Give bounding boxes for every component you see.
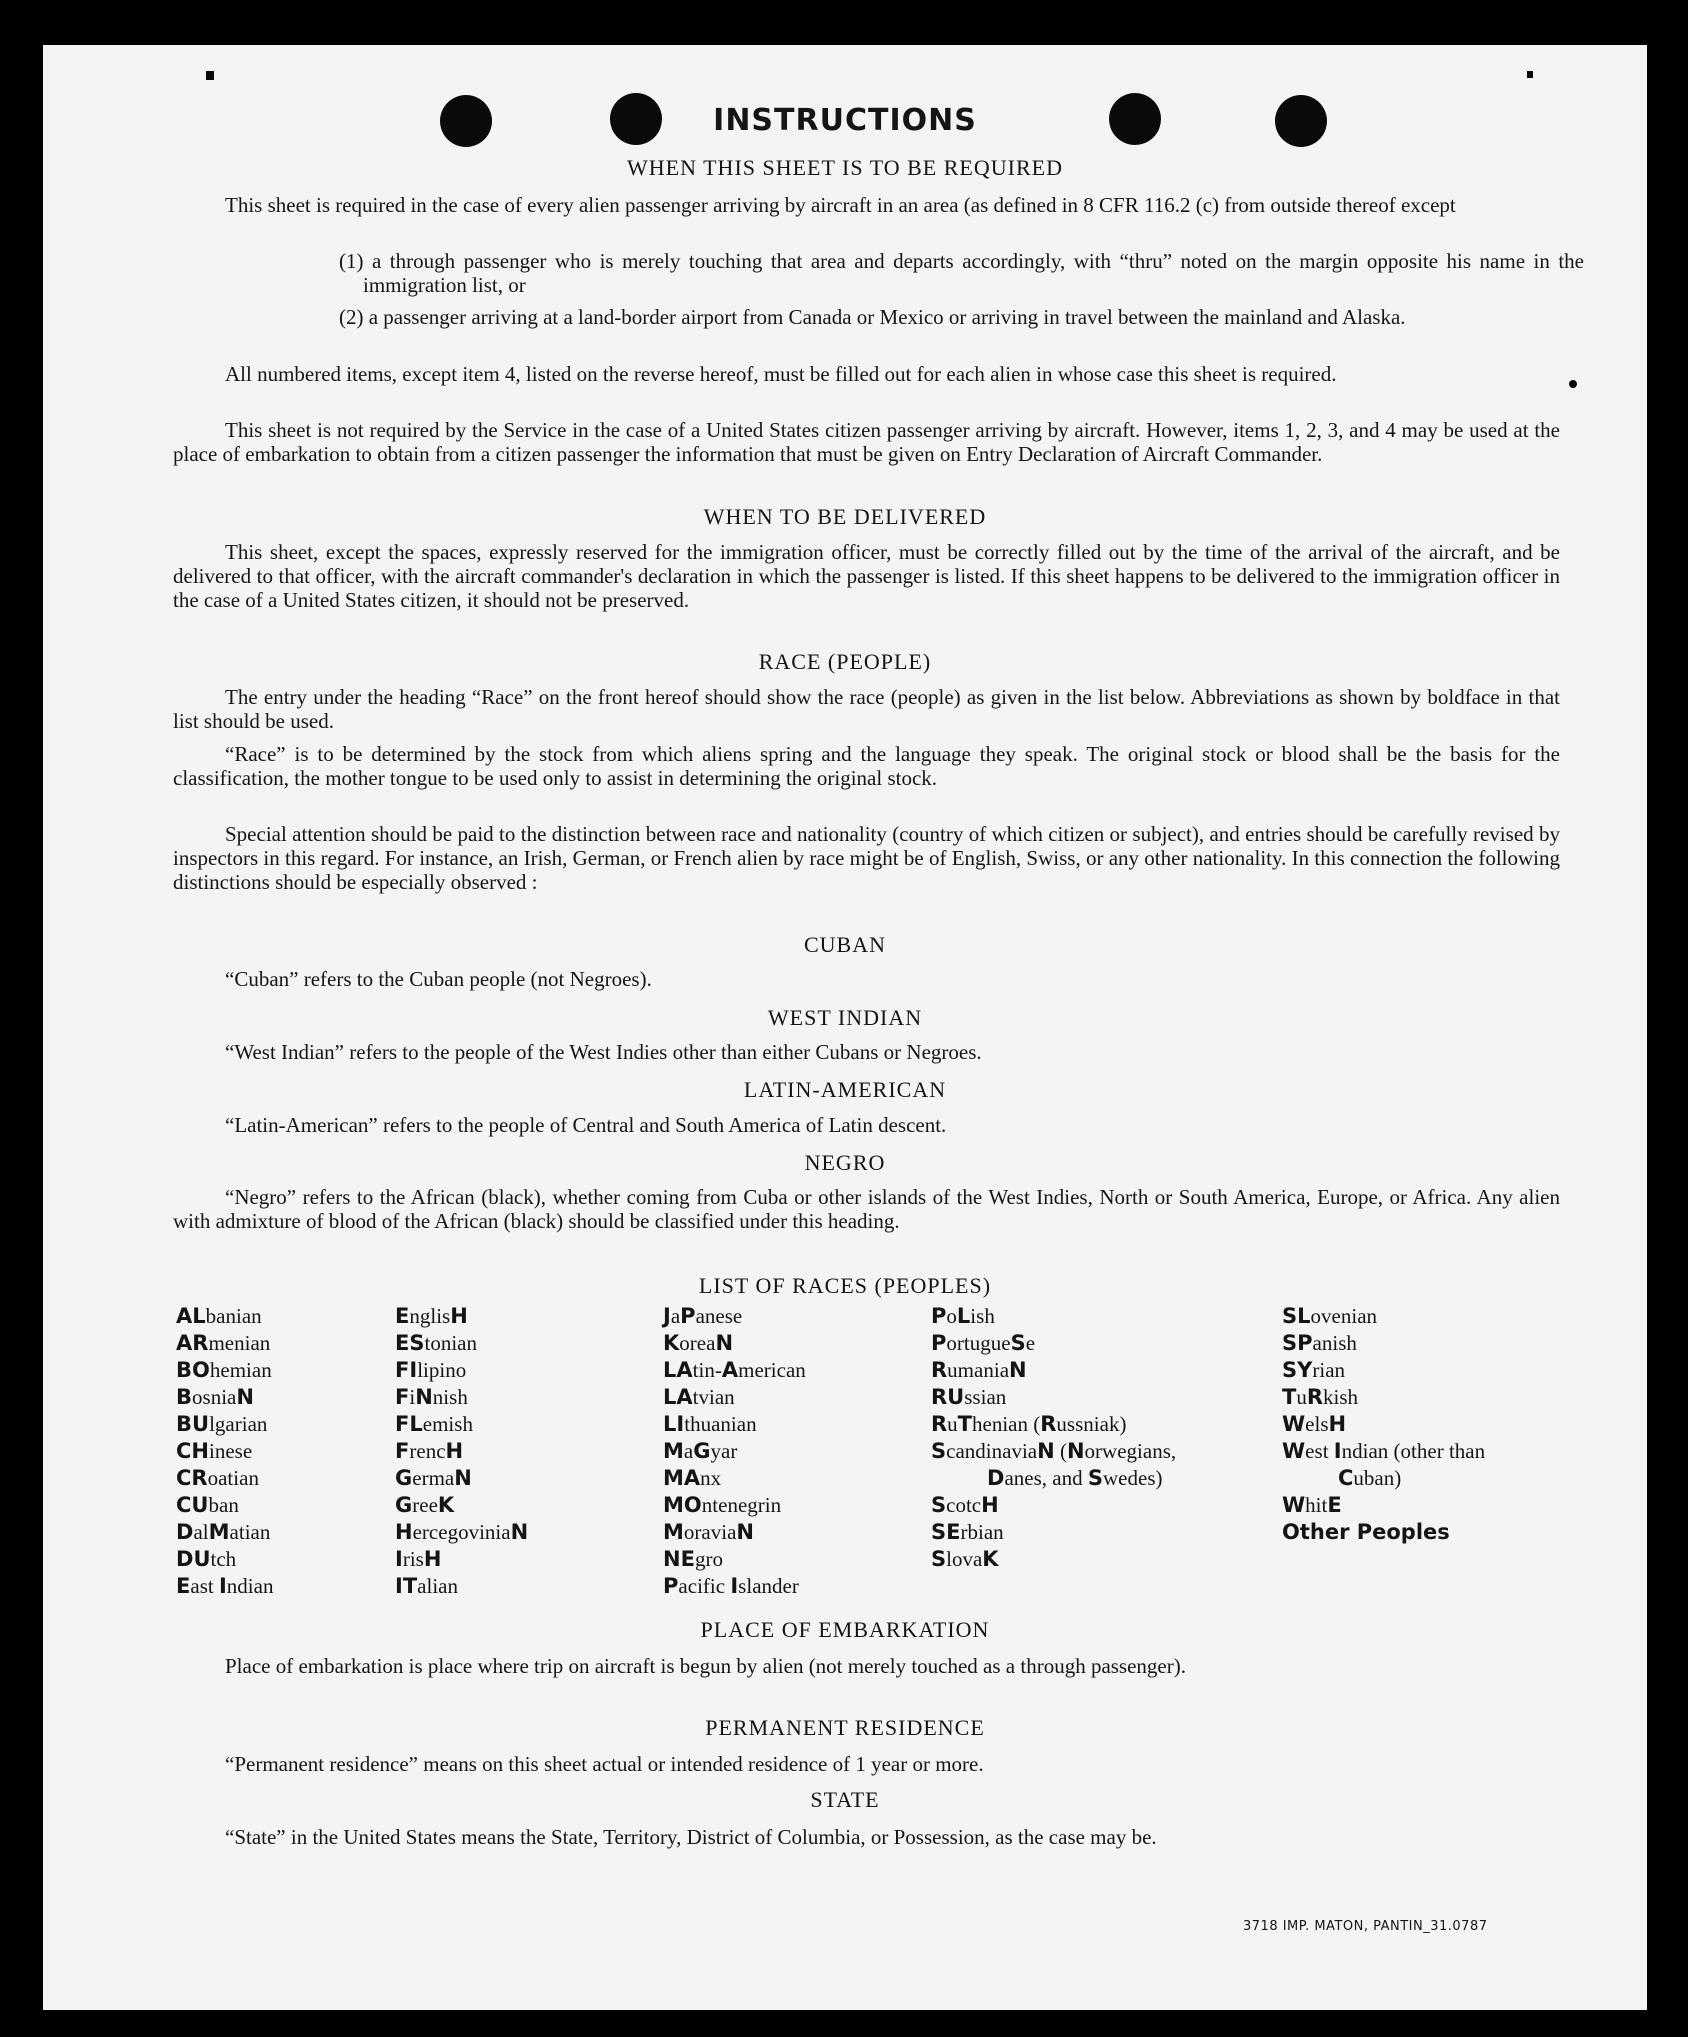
race-entry: MAnx bbox=[663, 1466, 722, 1490]
paragraph-requirement: This sheet is required in the case of every alien passenger arriving by aircraft in an area (as defined in 8 CFR 116.2 (c) from outside thereof except bbox=[225, 193, 1456, 217]
race-entry: MOntenegrin bbox=[663, 1493, 782, 1517]
race-entry: LAtin-American bbox=[663, 1358, 806, 1382]
paragraph-numbered-items: All numbered items, except item 4, listed on the reverse hereof, must be filled out for each alien in whose case this sheet is required. bbox=[225, 362, 1337, 386]
heading-state: STATE bbox=[810, 1787, 880, 1812]
race-entry: FiNnish bbox=[395, 1385, 468, 1409]
paragraph-latin-american: “Latin-American” refers to the people of Central and South America of Latin descent. bbox=[225, 1113, 947, 1137]
heading-west-indian: WEST INDIAN bbox=[767, 1005, 923, 1030]
race-entry: GermaN bbox=[395, 1466, 472, 1490]
race-column bbox=[931, 1303, 1211, 1573]
race-entry: EStonian bbox=[395, 1331, 477, 1355]
race-entry: EnglisH bbox=[395, 1304, 468, 1328]
paragraph-state: “State” in the United States means the State, Territory, District of Columbia, or Possession, as the case may be. bbox=[225, 1825, 1157, 1849]
heading-when-required: WHEN THIS SHEET IS TO BE REQUIRED bbox=[627, 155, 1063, 180]
paragraph-delivery: This sheet, except the spaces, expressly reserved for the immigration officer, must be correctly filled out by the time of the arrival of the aircraft, and be delivered to that officer, with the aircraft commander's declaration in which the passenger is listed. If this sheet happens to be delivered to the immigration officer in the case of a United States citizen, it should not be preserved. bbox=[173, 540, 1560, 612]
race-entry: SlovaK bbox=[931, 1547, 999, 1571]
heading-permanent-residence: PERMANENT RESIDENCE bbox=[705, 1715, 985, 1740]
scan-speck bbox=[1569, 380, 1577, 388]
race-entry: SLovenian bbox=[1282, 1304, 1378, 1328]
race-entry: West Indian (other than Cuban) bbox=[1282, 1439, 1486, 1490]
race-entry: BUlgarian bbox=[176, 1412, 268, 1436]
race-entry: FLemish bbox=[395, 1412, 473, 1436]
paragraph-race-nationality: Special attention should be paid to the distinction between race and nationality (country of which citizen or subject), and entries should be carefully revised by inspectors in this regard. For instance, an Irish, German, or French alien by race might be of English, Swiss, or any other nationality. In this connection the following distinctions should be especially observed : bbox=[173, 822, 1560, 894]
heading-place-of-embarkation: PLACE OF EMBARKATION bbox=[700, 1617, 990, 1642]
paragraph-embarkation: Place of embarkation is place where trip on aircraft is begun by alien (not merely touched as a through passenger). bbox=[225, 1654, 1186, 1678]
race-entry: GreeK bbox=[395, 1493, 455, 1517]
race-column bbox=[1282, 1303, 1532, 1546]
race-entry: CRoatian bbox=[176, 1466, 259, 1490]
race-entry: NEgro bbox=[663, 1547, 723, 1571]
race-entry: RuThenian (Russniak) bbox=[931, 1412, 1127, 1436]
paragraph-exception-2: (2) a passenger arriving at a land-border airport from Canada or Mexico or arriving in travel between the mainland and Alaska. bbox=[339, 305, 1406, 329]
paragraph-residence: “Permanent residence” means on this sheet actual or intended residence of 1 year or more. bbox=[225, 1752, 984, 1776]
race-entry: PoLish bbox=[931, 1304, 995, 1328]
heading-list-of-races: LIST OF RACES (PEOPLES) bbox=[698, 1273, 992, 1298]
race-entry: WhitE bbox=[1282, 1493, 1342, 1517]
paragraph-race-definition: “Race” is to be determined by the stock from which aliens spring and the language they speak. The original stock or blood shall be the basis for the classification, the mother tongue to be used only to assist in determining the original stock. bbox=[173, 742, 1560, 790]
heading-latin-american: LATIN-AMERICAN bbox=[743, 1077, 947, 1102]
race-entry: LAtvian bbox=[663, 1385, 735, 1409]
race-entry: DUtch bbox=[176, 1547, 237, 1571]
paragraph-cuban: “Cuban” refers to the Cuban people (not Negroes). bbox=[225, 967, 652, 991]
race-entry: MaGyar bbox=[663, 1439, 738, 1463]
race-entry: DalMatian bbox=[176, 1520, 271, 1544]
heading-when-delivered: WHEN TO BE DELIVERED bbox=[703, 504, 987, 529]
race-entry: Pacific Islander bbox=[663, 1574, 799, 1598]
scan-speck bbox=[206, 71, 214, 80]
page-title: INSTRUCTIONS bbox=[713, 103, 977, 138]
race-entry: HercegoviniaN bbox=[395, 1520, 529, 1544]
heading-race: RACE (PEOPLE) bbox=[758, 649, 932, 674]
race-entry: RUssian bbox=[931, 1385, 1007, 1409]
race-entry: FrencH bbox=[395, 1439, 464, 1463]
race-entry: ScotcH bbox=[931, 1493, 999, 1517]
race-entry: WelsH bbox=[1282, 1412, 1347, 1436]
race-entry: KoreaN bbox=[663, 1331, 734, 1355]
race-entry: LIthuanian bbox=[663, 1412, 757, 1436]
race-entry: CHinese bbox=[176, 1439, 253, 1463]
race-entry: BOhemian bbox=[176, 1358, 272, 1382]
race-entry: CUban bbox=[176, 1493, 239, 1517]
paragraph-west-indian: “West Indian” refers to the people of the West Indies other than either Cubans or Negroes. bbox=[225, 1040, 982, 1064]
race-entry: ALbanian bbox=[176, 1304, 262, 1328]
race-entry: FIlipino bbox=[395, 1358, 467, 1382]
paragraph-citizen: This sheet is not required by the Service in the case of a United States citizen passenger arriving by aircraft. However, items 1, 2, 3, and 4 may be used at the place of embarkation to obtain from a citizen passenger the information that must be given on Entry Declaration of Aircraft Commander. bbox=[173, 418, 1560, 466]
race-entry: PortugueSe bbox=[931, 1331, 1036, 1355]
race-entry: TuRkish bbox=[1282, 1385, 1359, 1409]
race-entry: BosniaN bbox=[176, 1385, 254, 1409]
printer-imprint: 3718 IMP. MATON, PANTIN_31.0787 bbox=[1243, 1919, 1488, 1934]
race-entry: RumaniaN bbox=[931, 1358, 1027, 1382]
race-column bbox=[176, 1303, 376, 1600]
race-entry: ARmenian bbox=[176, 1331, 271, 1355]
race-entry: SPanish bbox=[1282, 1331, 1357, 1355]
race-entry: Other Peoples bbox=[1282, 1520, 1450, 1544]
paragraph-exception-1: (1) a through passenger who is merely touching that area and departs accordingly, with “thru” noted on the margin opposite his name in the immigration list, or bbox=[339, 249, 1584, 297]
race-entry: SErbian bbox=[931, 1520, 1004, 1544]
paragraph-race-entry: The entry under the heading “Race” on the front hereof should show the race (people) as given in the list below. Abbreviations as shown by boldface in that list should be used. bbox=[173, 685, 1560, 733]
race-entry: MoraviaN bbox=[663, 1520, 754, 1544]
race-column bbox=[395, 1303, 635, 1600]
heading-negro: NEGRO bbox=[804, 1150, 886, 1175]
race-entry: East Indian bbox=[176, 1574, 274, 1598]
document-sheet bbox=[43, 45, 1647, 2010]
scan-speck bbox=[1527, 71, 1533, 78]
race-entry: IrisH bbox=[395, 1547, 442, 1571]
race-entry: SYrian bbox=[1282, 1358, 1346, 1382]
paragraph-negro: “Negro” refers to the African (black), whether coming from Cuba or other islands of the West Indies, North or South America, Europe, or Africa. Any alien with admixture of blood of the African (black) should be classified under this heading. bbox=[173, 1185, 1560, 1233]
race-entry: ScandinaviaN (Norwegians, Danes, and Swedes) bbox=[931, 1439, 1177, 1490]
race-entry: JaPanese bbox=[663, 1304, 743, 1328]
heading-cuban: CUBAN bbox=[803, 932, 886, 957]
race-entry: ITalian bbox=[395, 1574, 458, 1598]
race-column bbox=[663, 1303, 893, 1600]
